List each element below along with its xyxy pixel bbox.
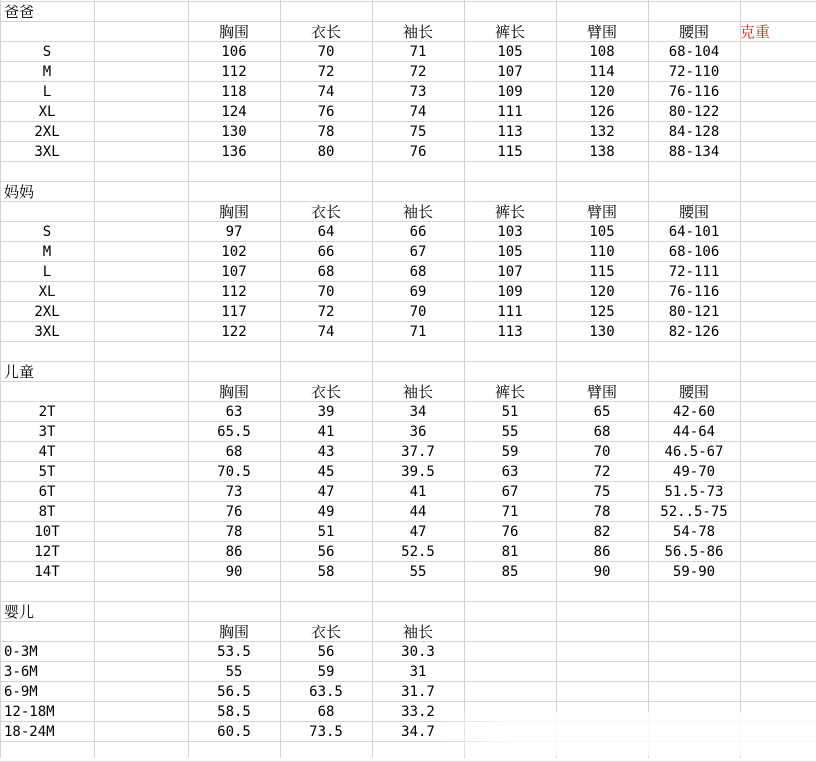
measurement-cell[interactable]: 54-78 <box>672 524 716 540</box>
measurement-cell[interactable]: 115 <box>497 144 523 160</box>
measurement-cell[interactable]: 72 <box>593 464 611 480</box>
measurement-cell[interactable]: 56.5-86 <box>664 544 724 560</box>
measurement-cell[interactable]: 31 <box>409 664 427 680</box>
measurement-cell[interactable]: 41 <box>317 424 335 440</box>
size-label-cell[interactable]: 3XL <box>34 324 60 340</box>
measurement-cell[interactable]: 75 <box>409 124 427 140</box>
measurement-cell[interactable]: 55 <box>225 664 243 680</box>
measurement-cell[interactable]: 30.3 <box>401 644 435 660</box>
measurement-cell[interactable]: 102 <box>221 244 247 260</box>
measurement-cell[interactable]: 68 <box>317 264 335 280</box>
measurement-cell[interactable]: 76 <box>225 504 243 520</box>
column-header[interactable]: 衣长 <box>310 383 341 401</box>
measurement-cell[interactable]: 76 <box>317 104 335 120</box>
measurement-cell[interactable]: 51.5-73 <box>664 484 724 500</box>
measurement-cell[interactable]: 78 <box>593 504 611 520</box>
column-header[interactable]: 臂围 <box>586 203 617 221</box>
size-label-cell[interactable]: 14T <box>34 564 60 580</box>
section-title[interactable]: 妈妈 <box>4 183 35 201</box>
column-header[interactable]: 臂围 <box>586 23 617 41</box>
measurement-cell[interactable]: 80 <box>317 144 335 160</box>
measurement-cell[interactable]: 111 <box>497 304 523 320</box>
measurement-cell[interactable]: 78 <box>317 124 335 140</box>
measurement-cell[interactable]: 88-134 <box>668 144 720 160</box>
column-header[interactable]: 胸围 <box>218 23 249 41</box>
measurement-cell[interactable]: 107 <box>497 264 523 280</box>
measurement-cell[interactable]: 122 <box>221 324 247 340</box>
measurement-cell[interactable]: 85 <box>501 564 519 580</box>
measurement-cell[interactable]: 68 <box>317 704 335 720</box>
grid-row-line <box>0 601 816 602</box>
measurement-cell[interactable]: 56 <box>317 644 335 660</box>
measurement-cell[interactable]: 55 <box>409 564 427 580</box>
measurement-cell[interactable]: 130 <box>221 124 247 140</box>
size-label-cell[interactable]: 3T <box>38 424 56 440</box>
column-header[interactable]: 裤长 <box>494 203 525 221</box>
column-header[interactable]: 袖长 <box>402 623 433 641</box>
size-label-cell[interactable]: 12T <box>34 544 60 560</box>
section-title[interactable]: 爸爸 <box>4 3 35 21</box>
column-header[interactable]: 臂围 <box>586 383 617 401</box>
column-header[interactable]: 袖长 <box>402 383 433 401</box>
measurement-cell[interactable]: 132 <box>589 124 615 140</box>
measurement-cell[interactable]: 34.7 <box>401 724 435 740</box>
measurement-cell[interactable]: 72-110 <box>668 64 720 80</box>
grid-column-line <box>94 0 95 758</box>
grid-row-line <box>0 1 816 2</box>
measurement-cell[interactable]: 63 <box>501 464 519 480</box>
measurement-cell[interactable]: 72 <box>409 64 427 80</box>
measurement-cell[interactable]: 107 <box>221 264 247 280</box>
grid-column-line <box>740 0 741 758</box>
size-label-cell[interactable]: L <box>42 264 52 280</box>
measurement-cell[interactable]: 72 <box>317 64 335 80</box>
measurement-cell[interactable]: 97 <box>225 224 243 240</box>
measurement-cell[interactable]: 47 <box>317 484 335 500</box>
column-header[interactable]: 裤长 <box>494 23 525 41</box>
size-label-cell[interactable]: 6-9M <box>4 684 38 700</box>
measurement-cell[interactable]: 81 <box>501 544 519 560</box>
measurement-cell[interactable]: 70 <box>593 444 611 460</box>
measurement-cell[interactable]: 82 <box>593 524 611 540</box>
measurement-cell[interactable]: 63 <box>225 404 243 420</box>
measurement-cell[interactable]: 118 <box>221 84 247 100</box>
column-header[interactable]: 腰围 <box>678 383 709 401</box>
size-label-cell[interactable]: L <box>42 84 52 100</box>
size-label-cell[interactable]: 5T <box>38 464 56 480</box>
measurement-cell[interactable]: 63.5 <box>309 684 343 700</box>
measurement-cell[interactable]: 41 <box>409 484 427 500</box>
measurement-cell[interactable]: 110 <box>589 244 615 260</box>
measurement-cell[interactable]: 105 <box>497 44 523 60</box>
measurement-cell[interactable]: 45 <box>317 464 335 480</box>
column-header[interactable]: 袖长 <box>402 203 433 221</box>
measurement-cell[interactable]: 65.5 <box>217 424 251 440</box>
measurement-cell[interactable]: 73 <box>409 84 427 100</box>
measurement-cell[interactable]: 70 <box>317 44 335 60</box>
measurement-cell[interactable]: 59-90 <box>672 564 716 580</box>
measurement-cell[interactable]: 120 <box>589 84 615 100</box>
measurement-cell[interactable]: 90 <box>225 564 243 580</box>
measurement-cell[interactable]: 43 <box>317 444 335 460</box>
column-header[interactable]: 胸围 <box>218 203 249 221</box>
measurement-cell[interactable]: 44-64 <box>672 424 716 440</box>
measurement-cell[interactable]: 52.5 <box>401 544 435 560</box>
column-header[interactable]: 胸围 <box>218 623 249 641</box>
measurement-cell[interactable]: 53.5 <box>217 644 251 660</box>
size-label-cell[interactable]: 2XL <box>34 124 60 140</box>
measurement-cell[interactable]: 49 <box>317 504 335 520</box>
measurement-cell[interactable]: 80-122 <box>668 104 720 120</box>
measurement-cell[interactable]: 56 <box>317 544 335 560</box>
size-label-cell[interactable]: 2XL <box>34 304 60 320</box>
measurement-cell[interactable]: 106 <box>221 44 247 60</box>
measurement-cell[interactable]: 70 <box>409 304 427 320</box>
measurement-cell[interactable]: 67 <box>501 484 519 500</box>
column-header[interactable]: 腰围 <box>678 203 709 221</box>
measurement-cell[interactable]: 68-106 <box>668 244 720 260</box>
measurement-cell[interactable]: 58 <box>317 564 335 580</box>
size-label-cell[interactable]: S <box>42 224 52 240</box>
size-label-cell[interactable]: M <box>42 64 52 80</box>
size-label-cell[interactable]: M <box>42 244 52 260</box>
measurement-cell[interactable]: 69 <box>409 284 427 300</box>
measurement-cell[interactable]: 130 <box>589 324 615 340</box>
measurement-cell[interactable]: 111 <box>497 104 523 120</box>
measurement-cell[interactable]: 70.5 <box>217 464 251 480</box>
measurement-cell[interactable]: 39 <box>317 404 335 420</box>
measurement-cell[interactable]: 84-128 <box>668 124 720 140</box>
measurement-cell[interactable]: 120 <box>589 284 615 300</box>
size-label-cell[interactable]: S <box>42 44 52 60</box>
measurement-cell[interactable]: 80-121 <box>668 304 720 320</box>
measurement-cell[interactable]: 78 <box>225 524 243 540</box>
measurement-cell[interactable]: 42-60 <box>672 404 716 420</box>
measurement-cell[interactable]: 76 <box>409 144 427 160</box>
measurement-cell[interactable]: 136 <box>221 144 247 160</box>
measurement-cell[interactable]: 138 <box>589 144 615 160</box>
measurement-cell[interactable]: 82-126 <box>668 324 720 340</box>
measurement-cell[interactable]: 59 <box>501 444 519 460</box>
measurement-cell[interactable]: 58.5 <box>217 704 251 720</box>
measurement-cell[interactable]: 64-101 <box>668 224 720 240</box>
column-header[interactable]: 衣长 <box>310 623 341 641</box>
measurement-cell[interactable]: 103 <box>497 224 523 240</box>
column-header[interactable]: 胸围 <box>218 383 249 401</box>
size-label-cell[interactable]: 8T <box>38 504 56 520</box>
measurement-cell[interactable]: 52..5-75 <box>660 504 728 520</box>
measurement-cell[interactable]: 68 <box>225 444 243 460</box>
measurement-cell[interactable]: 47 <box>409 524 427 540</box>
measurement-cell[interactable]: 108 <box>589 44 615 60</box>
measurement-cell[interactable]: 71 <box>501 504 519 520</box>
measurement-cell[interactable]: 67 <box>409 244 427 260</box>
note-label[interactable]: 克重 <box>740 23 771 41</box>
measurement-cell[interactable]: 72 <box>317 304 335 320</box>
size-label-cell[interactable]: 0-3M <box>4 644 38 660</box>
column-header[interactable]: 袖长 <box>402 23 433 41</box>
section-title[interactable]: 婴儿 <box>4 603 35 621</box>
measurement-cell[interactable]: 76-116 <box>668 84 720 100</box>
measurement-cell[interactable]: 105 <box>589 224 615 240</box>
size-label-cell[interactable]: 2T <box>38 404 56 420</box>
measurement-cell[interactable]: 37.7 <box>401 444 435 460</box>
measurement-cell[interactable]: 56.5 <box>217 684 251 700</box>
measurement-cell[interactable]: 51 <box>317 524 335 540</box>
grid-row-line <box>0 361 816 362</box>
measurement-cell[interactable]: 44 <box>409 504 427 520</box>
measurement-cell[interactable]: 113 <box>497 124 523 140</box>
measurement-cell[interactable]: 46.5-67 <box>664 444 724 460</box>
measurement-cell[interactable]: 76 <box>501 524 519 540</box>
measurement-cell[interactable]: 112 <box>221 284 247 300</box>
section-title[interactable]: 儿童 <box>4 363 35 381</box>
measurement-cell[interactable]: 105 <box>497 244 523 260</box>
size-label-cell[interactable]: 3XL <box>34 144 60 160</box>
watermark-overlay <box>436 712 816 756</box>
measurement-cell[interactable]: 109 <box>497 284 523 300</box>
size-label-cell[interactable]: 6T <box>38 484 56 500</box>
measurement-cell[interactable]: 51 <box>501 404 519 420</box>
measurement-cell[interactable]: 73.5 <box>309 724 343 740</box>
measurement-cell[interactable]: 66 <box>409 224 427 240</box>
measurement-cell[interactable]: 68-104 <box>668 44 720 60</box>
measurement-cell[interactable]: 36 <box>409 424 427 440</box>
measurement-cell[interactable]: 31.7 <box>401 684 435 700</box>
measurement-cell[interactable]: 86 <box>593 544 611 560</box>
measurement-cell[interactable]: 74 <box>317 324 335 340</box>
measurement-cell[interactable]: 34 <box>409 404 427 420</box>
measurement-cell[interactable]: 74 <box>409 104 427 120</box>
size-label-cell[interactable]: 4T <box>38 444 56 460</box>
column-header[interactable]: 衣长 <box>310 23 341 41</box>
measurement-cell[interactable]: 76-116 <box>668 284 720 300</box>
measurement-cell[interactable]: 126 <box>589 104 615 120</box>
measurement-cell[interactable]: 115 <box>589 264 615 280</box>
measurement-cell[interactable]: 49-70 <box>672 464 716 480</box>
size-label-cell[interactable]: 10T <box>34 524 60 540</box>
measurement-cell[interactable]: 114 <box>589 64 615 80</box>
measurement-cell[interactable]: 113 <box>497 324 523 340</box>
size-label-cell[interactable]: XL <box>38 284 56 300</box>
measurement-cell[interactable]: 125 <box>589 304 615 320</box>
measurement-cell[interactable]: 117 <box>221 304 247 320</box>
measurement-cell[interactable]: 75 <box>593 484 611 500</box>
measurement-cell[interactable]: 71 <box>409 44 427 60</box>
measurement-cell[interactable]: 124 <box>221 104 247 120</box>
measurement-cell[interactable]: 72-111 <box>668 264 720 280</box>
measurement-cell[interactable]: 60.5 <box>217 724 251 740</box>
measurement-cell[interactable]: 66 <box>317 244 335 260</box>
measurement-cell[interactable]: 107 <box>497 64 523 80</box>
measurement-cell[interactable]: 109 <box>497 84 523 100</box>
measurement-cell[interactable]: 39.5 <box>401 464 435 480</box>
grid-row-line <box>0 181 816 182</box>
measurement-cell[interactable]: 112 <box>221 64 247 80</box>
column-header[interactable]: 裤长 <box>494 383 525 401</box>
column-header[interactable]: 腰围 <box>678 23 709 41</box>
size-label-cell[interactable]: 12-18M <box>4 704 55 720</box>
measurement-cell[interactable]: 55 <box>501 424 519 440</box>
size-label-cell[interactable]: 18-24M <box>4 724 55 740</box>
size-label-cell[interactable]: XL <box>38 104 56 120</box>
measurement-cell[interactable]: 90 <box>593 564 611 580</box>
measurement-cell[interactable]: 68 <box>409 264 427 280</box>
measurement-cell[interactable]: 64 <box>317 224 335 240</box>
measurement-cell[interactable]: 59 <box>317 664 335 680</box>
measurement-cell[interactable]: 70 <box>317 284 335 300</box>
measurement-cell[interactable]: 71 <box>409 324 427 340</box>
measurement-cell[interactable]: 73 <box>225 484 243 500</box>
measurement-cell[interactable]: 65 <box>593 404 611 420</box>
size-label-cell[interactable]: 3-6M <box>4 664 38 680</box>
measurement-cell[interactable]: 86 <box>225 544 243 560</box>
measurement-cell[interactable]: 74 <box>317 84 335 100</box>
measurement-cell[interactable]: 68 <box>593 424 611 440</box>
column-header[interactable]: 衣长 <box>310 203 341 221</box>
measurement-cell[interactable]: 33.2 <box>401 704 435 720</box>
